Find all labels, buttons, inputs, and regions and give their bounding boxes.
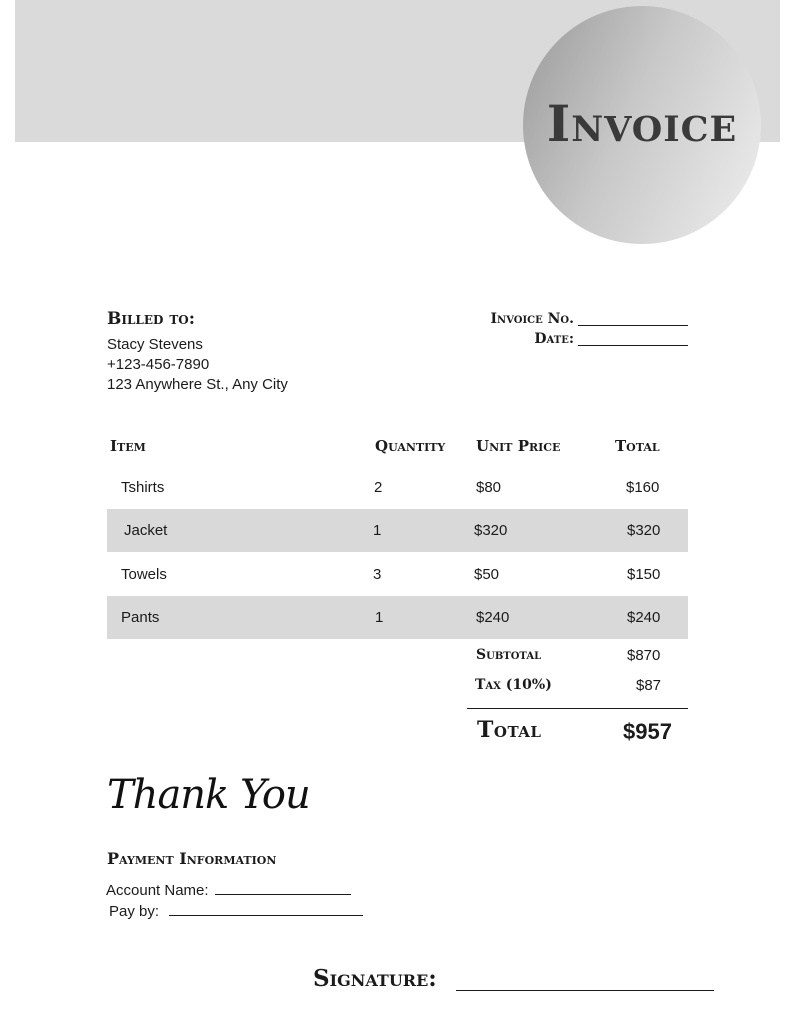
table-cell-unit-price: $80 <box>476 479 502 496</box>
signature-label: Signature: <box>313 965 437 992</box>
table-cell-quantity: 1 <box>375 609 384 626</box>
date-field[interactable] <box>578 330 688 346</box>
table-cell-item: Pants <box>121 609 160 626</box>
table-cell-total: $150 <box>627 566 661 583</box>
pay-by-field[interactable] <box>169 901 363 916</box>
tax-value: $87 <box>636 677 662 694</box>
subtotal-value: $870 <box>627 647 661 664</box>
date-label: Date: <box>534 331 574 347</box>
pay-by-label: Pay by: <box>109 903 160 920</box>
total-label: Total <box>477 717 542 743</box>
signature-field[interactable] <box>456 990 714 991</box>
payment-information-label: Payment Information <box>107 849 277 868</box>
thank-you-script: Thank You <box>107 772 310 818</box>
column-header-unit-price: Unit Price <box>476 437 561 455</box>
table-cell-quantity: 1 <box>373 522 382 539</box>
page-title: Invoice <box>546 94 738 153</box>
table-cell-item: Towels <box>121 566 167 583</box>
table-cell-unit-price: $50 <box>474 566 500 583</box>
account-name-row <box>106 880 351 901</box>
column-header-quantity: Quantity <box>375 437 446 455</box>
column-header-total: Total <box>615 437 660 455</box>
table-cell-item: Jacket <box>124 522 168 539</box>
subtotal-label: Subtotal <box>476 647 542 663</box>
client-name: Stacy Stevens <box>107 336 203 353</box>
pay-by-row <box>109 901 363 922</box>
column-header-item: Item <box>110 437 146 455</box>
table-row-highlight <box>107 596 688 639</box>
table-cell-unit-price: $320 <box>474 522 508 539</box>
table-cell-unit-price: $240 <box>476 609 510 626</box>
table-row-highlight <box>107 509 688 552</box>
total-value: $957 <box>623 719 672 744</box>
table-cell-quantity: 3 <box>373 566 382 583</box>
table-cell-total: $240 <box>627 609 661 626</box>
account-name-label: Account Name: <box>106 882 209 899</box>
table-cell-total: $160 <box>626 479 660 496</box>
client-address: 123 Anywhere St., Any City <box>107 376 288 393</box>
tax-label: Tax (10%) <box>475 677 552 693</box>
table-cell-item: Tshirts <box>121 479 165 496</box>
client-phone: +123-456-7890 <box>107 356 210 373</box>
total-divider <box>467 708 688 709</box>
billed-to-label: Billed to: <box>107 309 195 329</box>
account-name-field[interactable] <box>215 880 351 895</box>
table-cell-quantity: 2 <box>374 479 383 496</box>
invoice-number-field[interactable] <box>578 310 688 326</box>
table-cell-total: $320 <box>627 522 661 539</box>
invoice-number-label: Invoice No. <box>490 311 574 327</box>
